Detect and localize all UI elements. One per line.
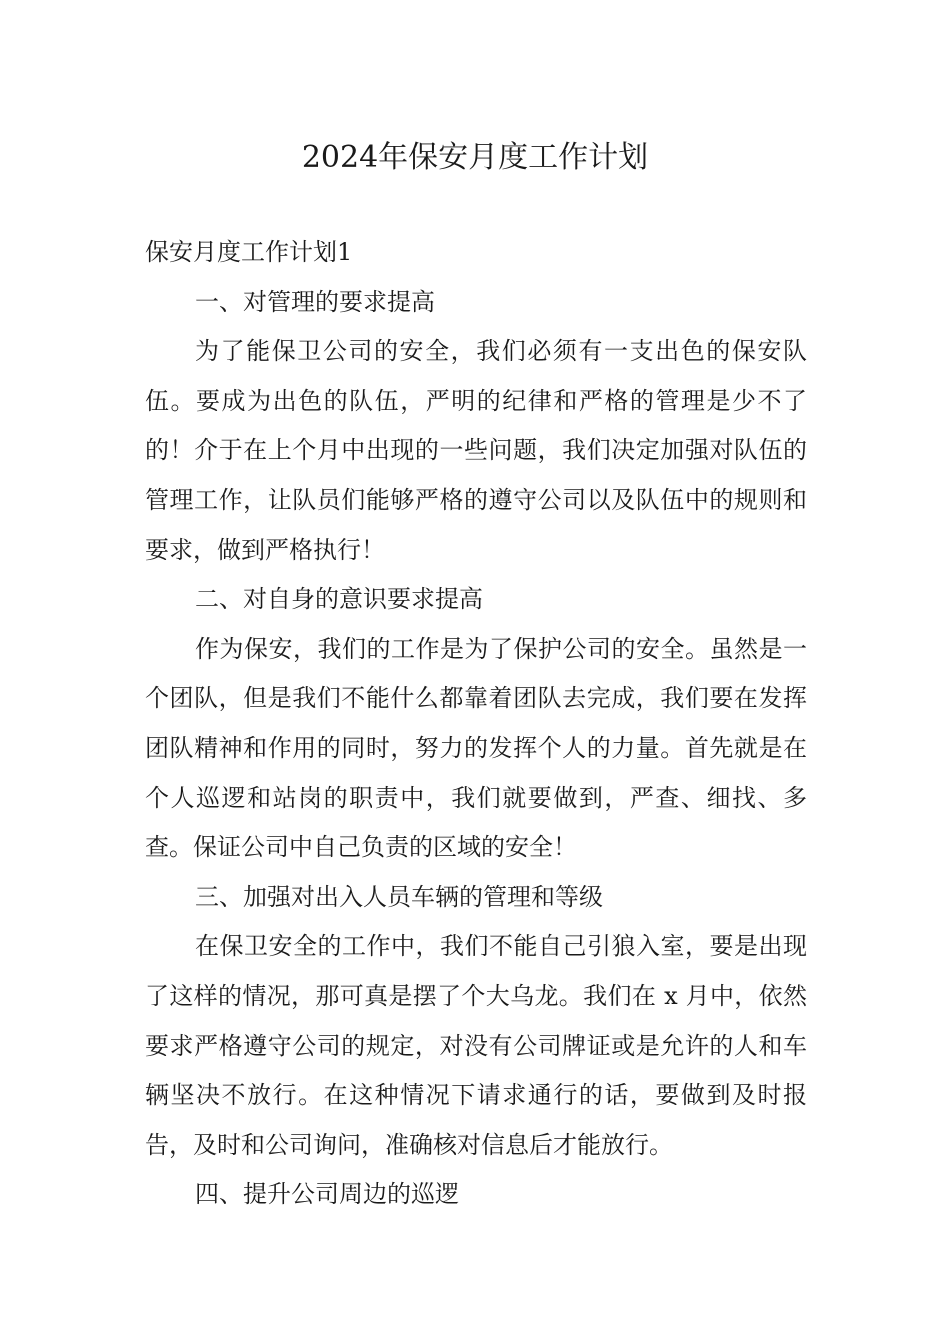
document-body — [145, 228, 807, 1220]
plan-subtitle: 保安月度工作计划1 — [145, 238, 353, 266]
section-heading-3: 三、加强对出入人员车辆的管理和等级 — [195, 882, 603, 911]
section-paragraph-2: 作为保安，我们的工作是为了保护公司的安全。虽然是一个团队，但是我们不能什么都靠着团队去完成，我们要在发挥团队精神和作用的同时，努力的发挥个人的力量。首先就是在个人巡逻和站岗的职责中，我们就要做到，严查、细找、多查。保证公司中自己负责的区域的安全！ — [145, 634, 807, 862]
section-heading-2: 二、对自身的意识要求提高 — [195, 585, 483, 614]
section-paragraph-1: 为了能保卫公司的安全，我们必须有一支出色的保安队伍。要成为出色的队伍，严明的纪律和严格的管理是少不了的！介于在上个月中出现的一些问题，我们决定加强对队伍的管理工作，让队员们能够严格的遵守公司以及队伍中的规则和要求，做到严格执行！ — [145, 337, 807, 564]
section-paragraph-3: 在保卫安全的工作中，我们不能自己引狼入室，要是出现了这样的情况，那可真是摆了个大乌龙。我们在 x 月中，依然要求严格遵守公司的规定，对没有公司牌证或是允许的人和车辆坚决不放行。在这种情况下请求通行的话，要做到及时报告，及时和公司询问，准确核对信息后才能放行。 — [145, 932, 807, 1159]
section-heading-4: 四、提升公司周边的巡逻 — [195, 1180, 459, 1209]
section-heading-1: 一、对管理的要求提高 — [195, 287, 435, 316]
document-title: 2024年保安月度工作计划 — [301, 140, 649, 175]
